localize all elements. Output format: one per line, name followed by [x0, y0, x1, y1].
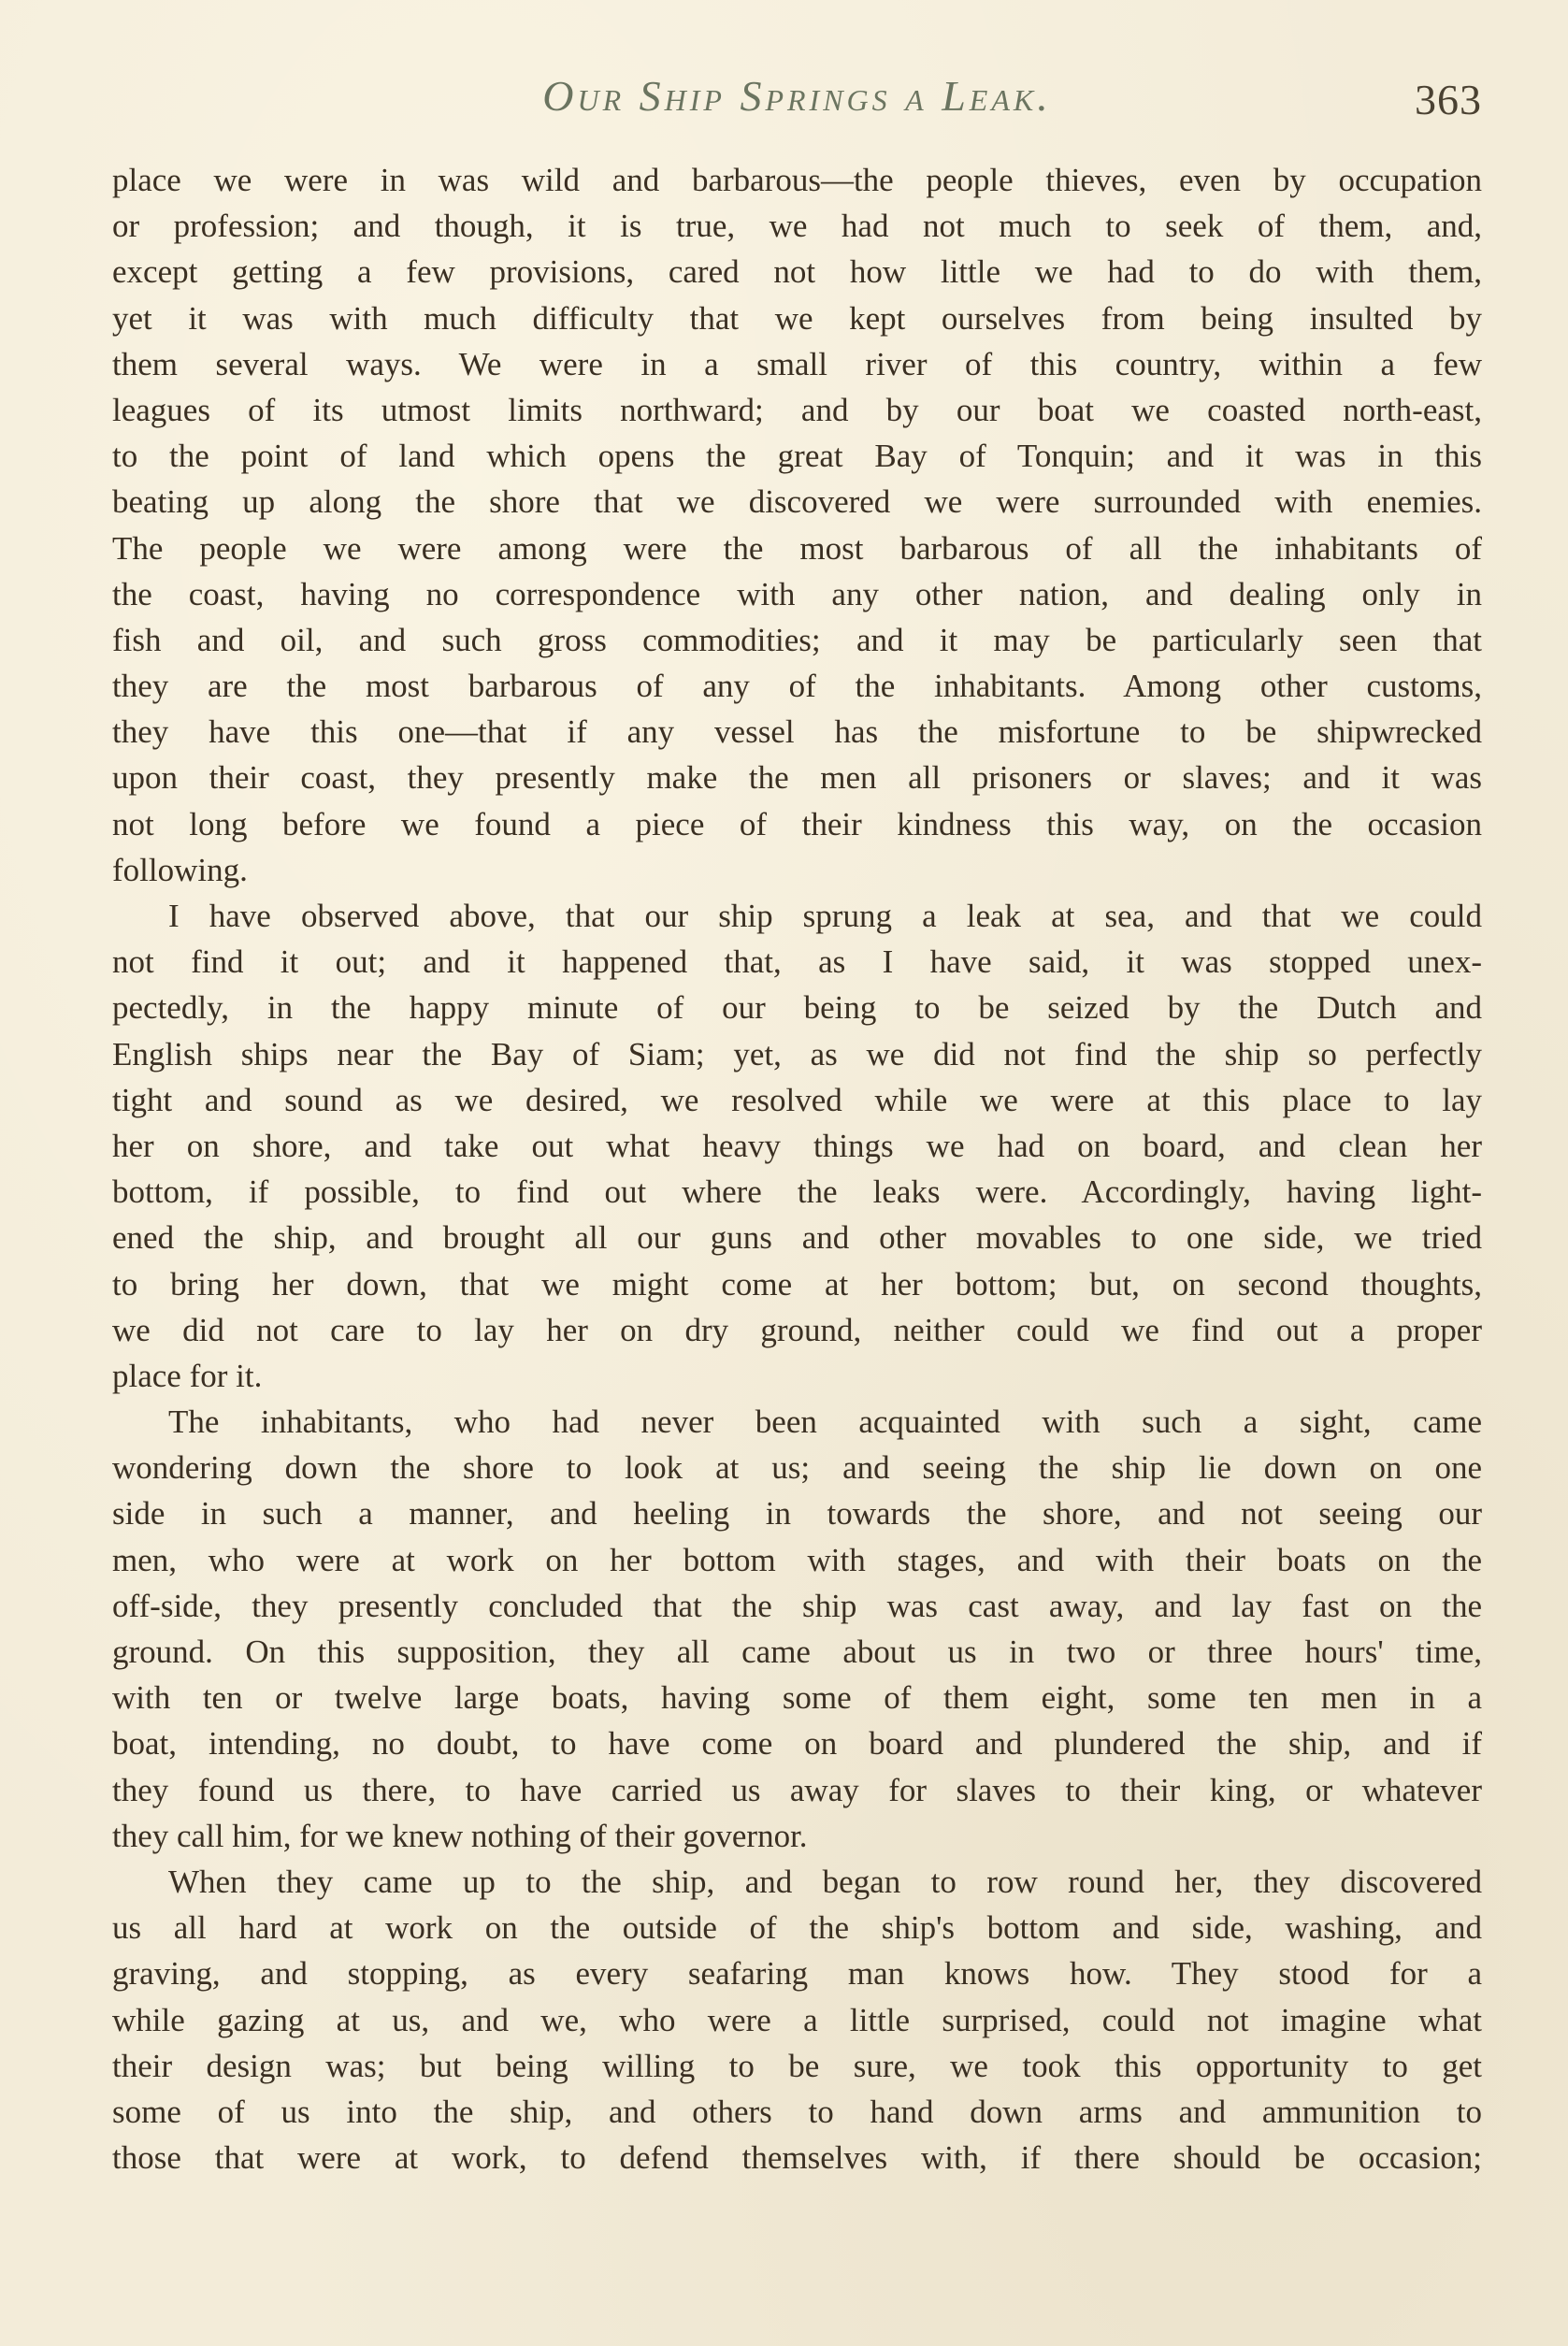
- text-line: upon their coast, they presently make the men all prisoners or slaves; and it was: [112, 759, 1482, 797]
- text-line: following.: [112, 851, 248, 888]
- paragraph: [112, 1399, 1482, 1859]
- text-line: we did not care to lay her on dry ground, neither could we find out a proper: [112, 1311, 1482, 1348]
- text-line: wondering down the shore to look at us; and seeing the ship lie down on one: [112, 1449, 1482, 1487]
- text-line: them several ways. We were in a small river of this country, within a few: [112, 345, 1482, 382]
- text-line: side in such a manner, and heeling in towards the shore, and not seeing our: [112, 1495, 1482, 1533]
- text-line: The inhabitants, who had never been acquainted with such a sight, came: [168, 1403, 1482, 1441]
- text-line: with ten or twelve large boats, having some of them eight, some ten men in a: [112, 1679, 1482, 1717]
- text-line: place we were in was wild and barbarous—the people thieves, even by occupation: [112, 162, 1482, 198]
- running-title: Our Ship Springs a Leak.: [542, 72, 1052, 120]
- page-number: 363: [1415, 76, 1482, 123]
- text-line: tight and sound as we desired, we resolved while we were at this place to lay: [112, 1081, 1482, 1118]
- text-line: not find it out; and it happened that, as I have said, it was stopped unex-: [112, 943, 1482, 981]
- text-line: I have observed above, that our ship sprung a leak at sea, and that we could: [168, 898, 1482, 934]
- text-line: graving, and stopping, as every seafaring man knows how. They stood for a: [112, 1955, 1482, 1993]
- text-line: some of us into the ship, and others to hand down arms and ammunition to: [112, 2093, 1482, 2130]
- text-line: men, who were at work on her bottom with stages, and with their boats on the: [112, 1541, 1482, 1578]
- text-line: yet it was with much difficulty that we kept ourselves from being insulted by: [112, 299, 1482, 337]
- text-line: beating up along the shore that we discovered we were surrounded with enemies.: [112, 483, 1482, 521]
- text-line: they call him, for we knew nothing of their governor.: [112, 1817, 808, 1854]
- body-text: [112, 157, 1482, 2180]
- text-line: bottom, if possible, to find out where the leaks were. Accordingly, having light-: [112, 1173, 1482, 1211]
- text-line: they are the most barbarous of any of the inhabitants. Among other customs,: [112, 668, 1482, 705]
- text-line: boat, intending, no doubt, to have come on board and plundered the ship, and if: [112, 1725, 1482, 1763]
- text-line: ened the ship, and brought all our guns and other movables to one side, we tried: [112, 1219, 1482, 1257]
- text-line: her on shore, and take out what heavy things we had on board, and clean her: [112, 1127, 1482, 1164]
- text-line: pectedly, in the happy minute of our being to be seized by the Dutch and: [112, 989, 1482, 1027]
- paragraph: [112, 893, 1482, 1399]
- text-line: to the point of land which opens the great Bay of Tonquin; and it was in this: [112, 438, 1482, 475]
- text-line: English ships near the Bay of Siam; yet, as we did not find the ship so perfectly: [112, 1035, 1482, 1072]
- paragraph: [112, 1859, 1482, 2180]
- text-line: to bring her down, that we might come at her bottom; but, on second thoughts,: [112, 1265, 1482, 1303]
- text-line: off-side, they presently concluded that the ship was cast away, and lay fast on the: [112, 1587, 1482, 1624]
- paragraph: [112, 157, 1482, 893]
- text-line: their design was; but being willing to be sure, we took this opportunity to get: [112, 2047, 1482, 2084]
- text-line: except getting a few provisions, cared not how little we had to do with them,: [112, 253, 1482, 291]
- text-line: they found us there, to have carried us away for slaves to their king, or whatever: [112, 1771, 1482, 1808]
- text-line: The people we were among were the most barbarous of all the inhabitants of: [112, 529, 1482, 567]
- text-line: us all hard at work on the outside of the ship's bottom and side, washing, and: [112, 1909, 1482, 1947]
- running-head: [112, 64, 1482, 129]
- text-line: while gazing at us, and we, who were a little surprised, could not imagine what: [112, 2001, 1482, 2038]
- text-line: ground. On this supposition, they all came about us in two or three hours' time,: [112, 1634, 1482, 1670]
- text-line: place for it.: [112, 1357, 263, 1394]
- text-line: When they came up to the ship, and began to row round her, they discovered: [168, 1863, 1482, 1900]
- text-line: or profession; and though, it is true, we had not much to seek of them, and,: [112, 208, 1482, 245]
- text-line: those that were at work, to defend themselves with, if there should be occasion;: [112, 2139, 1482, 2177]
- text-line: leagues of its utmost limits northward; and by our boat we coasted north-east,: [112, 391, 1482, 428]
- text-line: they have this one—that if any vessel has the misfortune to be shipwrecked: [112, 713, 1482, 751]
- text-line: fish and oil, and such gross commodities; and it may be particularly seen that: [112, 621, 1482, 658]
- text-line: not long before we found a piece of their kindness this way, on the occasion: [112, 805, 1482, 842]
- text-line: the coast, having no correspondence with any other nation, and dealing only in: [112, 575, 1482, 612]
